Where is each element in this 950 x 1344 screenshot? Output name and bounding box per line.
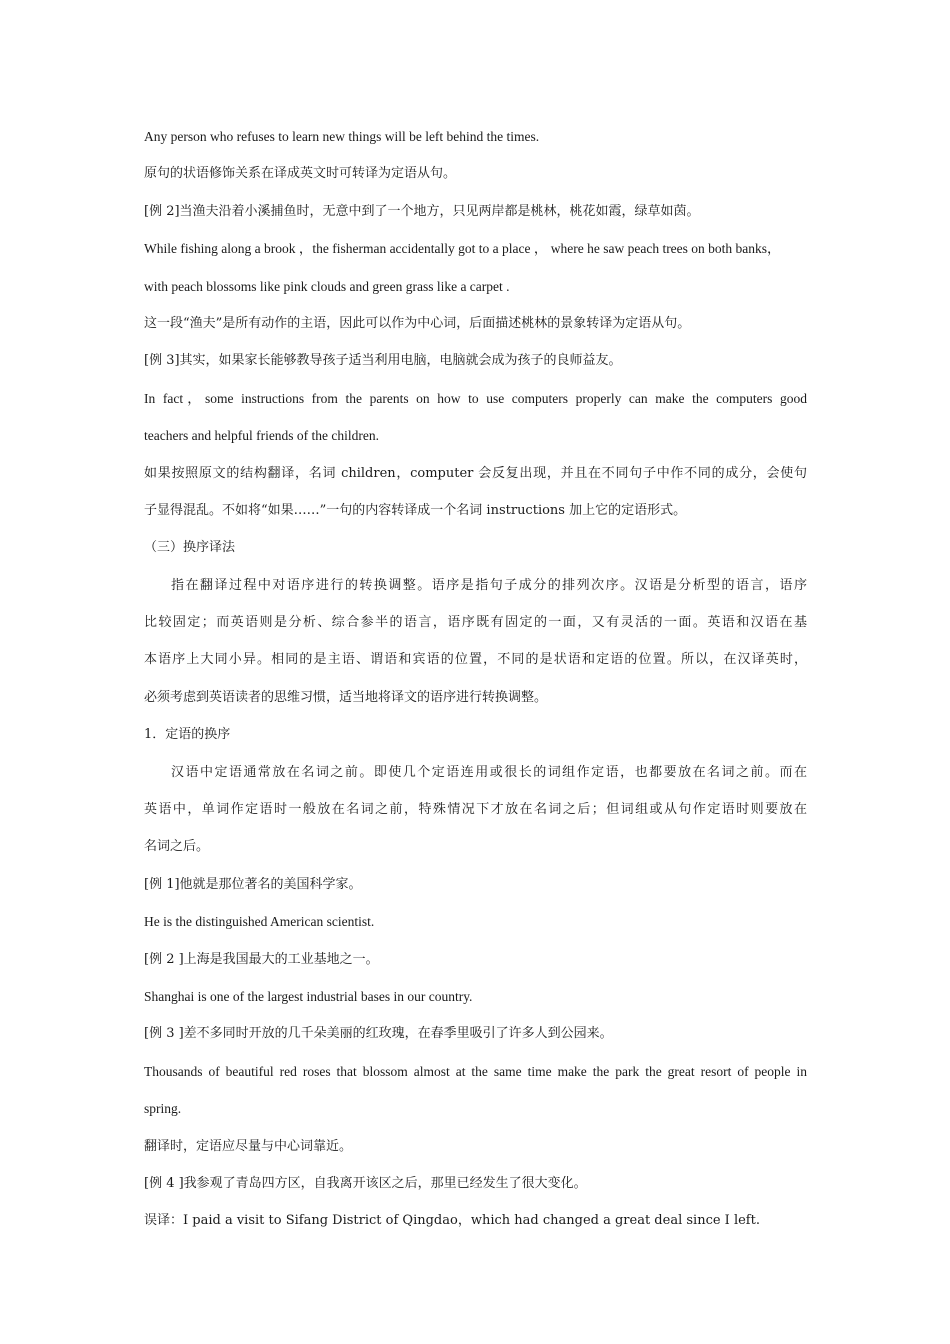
example-3-english-line-1: Thousands of beautiful red roses that blossom almost at the same time make the park the great resort of people in [144, 1063, 807, 1079]
example-2-chinese: [例 2 ]上海是我国最大的工业基地之一。 [144, 951, 379, 967]
paragraph-line: 比较固定；而英语则是分析、综合参半的语言，语序既有固定的一面，又有灵活的一面。英语和汉语在基 [144, 615, 807, 631]
example-2-chinese: [例 2]当渔夫沿着小溪捕鱼时，无意中到了一个地方，只见两岸都是桃林，桃花如霞，绿草如茵。 [144, 203, 700, 219]
explanation-text: 如果按照原文的结构翻译，名词 children，computer 会反复出现，并且在不同句子中作不同的成分，会使句 [144, 465, 807, 481]
example-1-chinese: [例 1]他就是那位著名的美国科学家。 [144, 876, 362, 892]
example-2-english-line-2: with peach blossoms like pink clouds and green grass like a carpet . [144, 278, 510, 294]
paragraph-line: 指在翻译过程中对语序进行的转换调整。语序是指句子成分的排列次序。汉语是分析型的语言，语序 [171, 577, 807, 593]
example-2-english-line-1: While fishing along a brook ，the fisherman accidentally got to a place ， where he saw peach trees on both banks， [144, 241, 781, 257]
section-heading: （三）换序译法 [144, 540, 236, 556]
example-3-english-line-2: teachers and helpful friends of the children. [144, 428, 380, 444]
explanation-text: 原句的状语修饰关系在译成英文时可转译为定语从句。 [144, 166, 457, 182]
paragraph-line: 名词之后。 [144, 839, 210, 855]
example-3-english-line-1: In fact，some instructions from the parents on how to use computers properly can make the computers good [144, 390, 807, 406]
example-4-chinese: [例 4 ]我参观了青岛四方区，自我离开该区之后，那里已经发生了很大变化。 [144, 1175, 587, 1191]
explanation-text: 这一段“渔夫”是所有动作的主语，因此可以作为中心词，后面描述桃林的景象转译为定语从句。 [144, 315, 691, 331]
paragraph-line: 英语中，单词作定语时一般放在名词之前，特殊情况下才放在名词之后；但词组或从句作定语时则要放在 [144, 802, 807, 818]
example-4-mistranslation: 误译：I paid a visit to Sifang District of Qingdao，which had changed a great deal since I left. [144, 1213, 760, 1229]
explanation-text: 翻译时，定语应尽量与中心词靠近。 [144, 1138, 353, 1154]
document-body [144, 118, 807, 1240]
example-3-chinese: [例 3 ]差不多同时开放的几千朵美丽的红玫瑰，在春季里吸引了许多人到公园来。 [144, 1026, 613, 1042]
example-3-chinese: [例 3]其实，如果家长能够教导孩子适当利用电脑，电脑就会成为孩子的良师益友。 [144, 353, 622, 369]
example-1-english: He is the distinguished American scientist. [144, 914, 375, 930]
paragraph-line: 本语序上大同小异。相同的是主语、谓语和宾语的位置，不同的是状语和定语的位置。所以，在汉译英时， [144, 652, 807, 668]
explanation-text: 子显得混乱。不如将“如果……”一句的内容转译成一个名词 instructions 加上它的定语形式。 [144, 502, 687, 518]
example-3-english-line-2: spring. [144, 1101, 182, 1117]
subsection-heading: 1．定语的换序 [144, 727, 231, 743]
english-sentence: Any person who refuses to learn new things will be left behind the times. [144, 129, 540, 144]
paragraph-line: 汉语中定语通常放在名词之前。即使几个定语连用或很长的词组作定语，也都要放在名词之前。而在 [171, 764, 807, 780]
example-2-english: Shanghai is one of the largest industrial bases in our country. [144, 988, 473, 1004]
paragraph-line: 必须考虑到英语读者的思维习惯，适当地将译文的语序进行转换调整。 [144, 689, 548, 705]
